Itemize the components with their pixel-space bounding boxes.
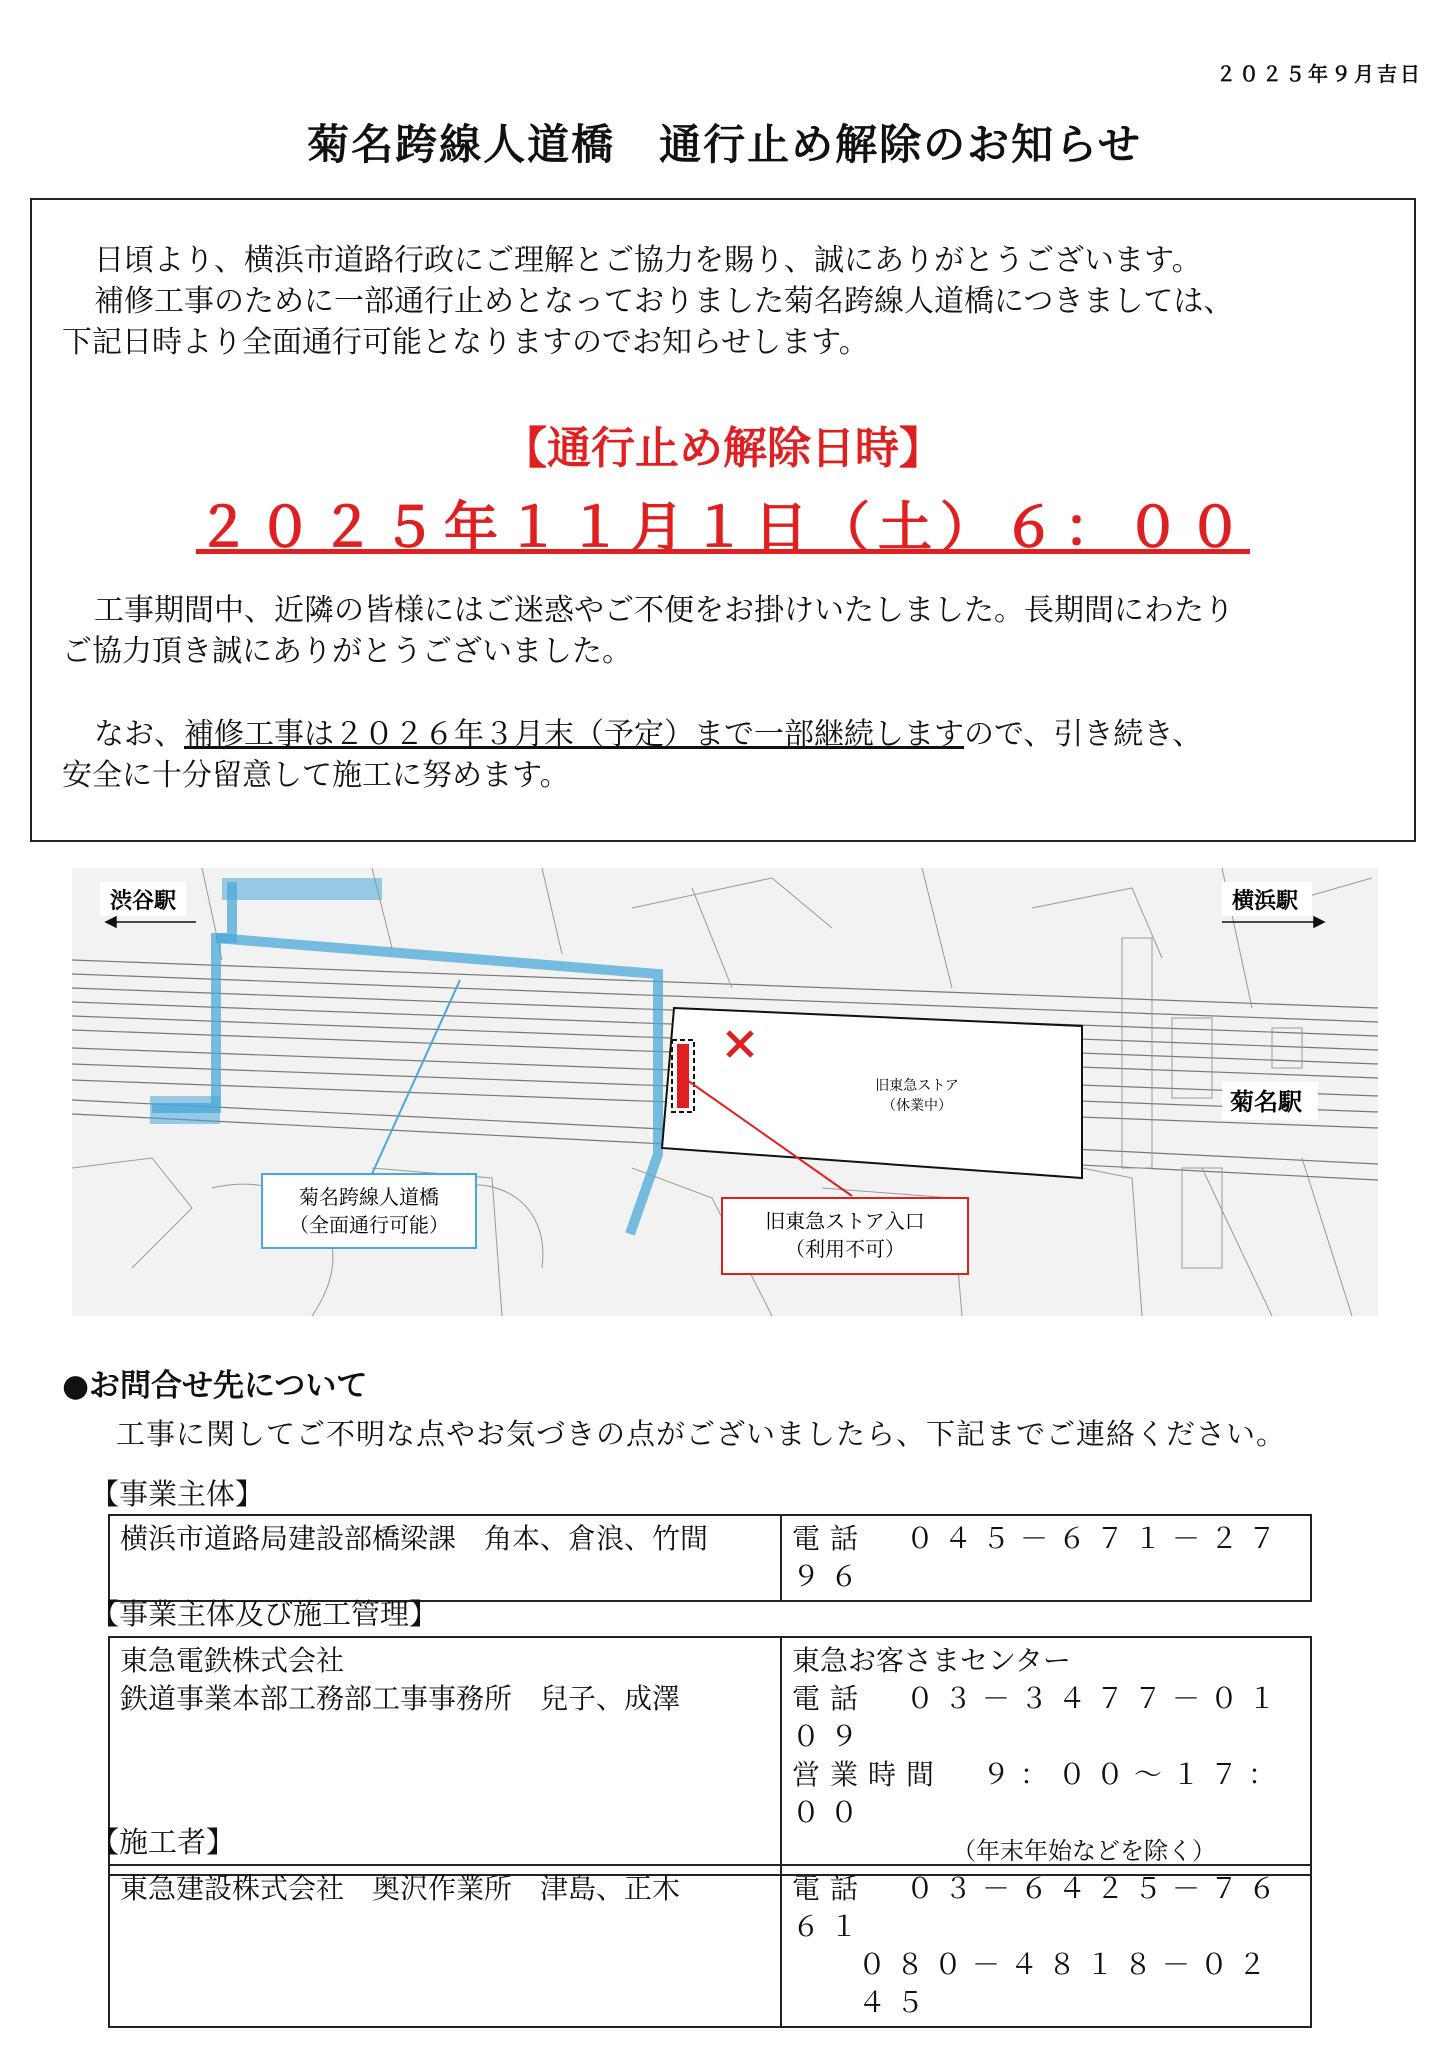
page-title: 菊名跨線人道橋 通行止め解除のお知らせ	[307, 120, 1142, 169]
hours-note: （年末年始などを除く）	[952, 1837, 1216, 1865]
left-station-label: 渋谷駅	[110, 889, 177, 914]
customer-center: 東急お客さまセンター	[792, 1644, 1071, 1677]
store-name-label: 旧東急ストア	[875, 1078, 959, 1094]
store-status-label: （休業中）	[882, 1098, 952, 1114]
right-station-label: 横浜駅	[1232, 889, 1299, 914]
management-company: 東急電鉄株式会社	[120, 1644, 345, 1677]
release-datetime	[32, 485, 1414, 562]
section-label-owner: 【事業主体】	[90, 1477, 265, 1511]
site-map-drawing	[72, 868, 1378, 1316]
business-hours: 営業時間 ９：００～１７：００	[792, 1758, 1287, 1829]
entrance-callout-line1: 旧東急ストア入口	[765, 1209, 925, 1233]
bridge-callout-line2: （全面通行可能）	[289, 1213, 449, 1237]
bridge-stairs-lower	[150, 1096, 220, 1124]
notice-text-4: 工事期間中、近隣の皆様にはご迷惑やご不便をお掛けいたしました。長期間にわたり	[94, 593, 1234, 628]
management-office: 鉄道事業本部工務部工事事務所 兒子、成澤	[120, 1682, 681, 1715]
management-phone: 電話 ０３－３４７７－０１０９	[792, 1682, 1287, 1753]
entrance-callout-line2: （利用不可）	[785, 1237, 905, 1261]
notice-paragraph-6	[64, 714, 1404, 755]
release-datetime-text: ２０２５年１１月１日（土）６：００	[196, 496, 1250, 559]
contact-title: ●お問合せ先について	[62, 1368, 368, 1404]
notice-text-6b: ので、引き続き、	[964, 717, 1203, 752]
section-label-management: 【事業主体及び施工管理】	[90, 1597, 439, 1631]
contact-intro: 工事に関してご不明な点やお気づきの点がございましたら、下記までご連絡ください。	[116, 1417, 1287, 1451]
notice-text-7: 安全に十分留意して施工に努めます。	[62, 758, 570, 793]
notice-paragraph-1	[64, 240, 1404, 281]
section-label-contractor: 【施工者】	[90, 1825, 236, 1859]
site-map	[72, 868, 1378, 1316]
owner-phone	[781, 1515, 1311, 1601]
old-tokyu-store	[662, 1008, 1082, 1178]
notice-text-6a: なお、	[94, 717, 184, 752]
owner-phone-text: 電話 ０４５－６７１－２７９６	[792, 1522, 1287, 1593]
entrance-mark	[677, 1044, 689, 1108]
notice-text-2: 補修工事のために一部通行止めとなっておりました菊名跨線人道橋につきましては、	[94, 284, 1234, 319]
contact-table-owner	[108, 1514, 1312, 1602]
notice-paragraph-4	[64, 590, 1404, 631]
contact-table-contractor	[108, 1864, 1312, 2028]
bridge-stairs-left	[222, 878, 382, 900]
notice-paragraph-2	[64, 281, 1404, 322]
release-heading: 【通行止め解除日時】	[503, 423, 943, 474]
contractor-phone-1: 電話 ０３－６４２５－７６６１	[792, 1872, 1287, 1943]
notice-box	[30, 198, 1416, 842]
contact-table-management	[108, 1636, 1312, 1876]
notice-text-3: 下記日時より全面通行可能となりますのでお知らせします。	[62, 325, 869, 360]
contractor-phone-2: ０８０－４８１８－０２４５	[858, 1948, 1277, 2019]
bridge-callout-line1: 菊名跨線人道橋	[299, 1185, 439, 1209]
management-contact-cell	[781, 1637, 1311, 1875]
notice-text-1: 日頃より、横浜市道路行政にご理解とご協力を賜り、誠にありがとうございます。	[94, 243, 1202, 278]
kikuna-station-label: 菊名駅	[1230, 1088, 1302, 1116]
issue-date: ２０２５年９月吉日	[1216, 62, 1423, 86]
contractor-contact-cell	[781, 1865, 1311, 2027]
contractor-company: 東急建設株式会社 奥沢作業所 津島、正木	[109, 1865, 781, 2027]
notice-text-5: ご協力頂き誠にありがとうございました。	[62, 634, 632, 669]
continued-work-note: 補修工事は２０２６年３月末（予定）まで一部継続します	[184, 717, 964, 752]
owner-department: 横浜市道路局建設部橋梁課 角本、倉浪、竹間	[109, 1515, 781, 1601]
